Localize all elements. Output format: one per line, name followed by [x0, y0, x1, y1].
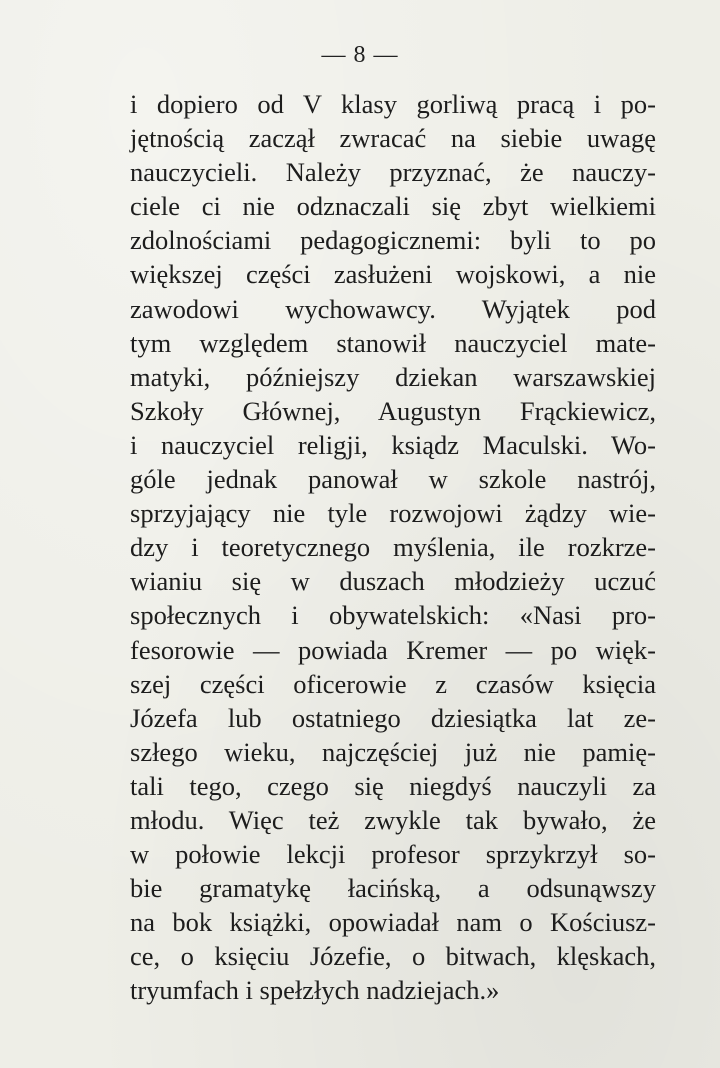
- text-line: społecznych i obywatelskich: «Nasi pro-: [130, 600, 656, 631]
- text-line: fesorowie — powiada Kremer — po więk-: [130, 634, 656, 665]
- text-line: szłego wieku, najczęściej już nie pamię-: [130, 736, 656, 767]
- text-line: na bok książki, opowiadał nam o Kościusz-: [130, 907, 656, 938]
- text-line: tali tego, czego się niegdyś nauczyli za: [130, 770, 656, 801]
- text-line: góle jednak panował w szkole nastrój,: [130, 464, 656, 495]
- text-line: Józefa lub ostatniego dziesiątka lat ze-: [130, 702, 656, 733]
- text-line: ciele ci nie odznaczali się zbyt wielkiemi: [130, 191, 656, 222]
- text-line: wianiu się w duszach młodzieży uczuć: [130, 566, 656, 597]
- text-line: ce, o księciu Józefie, o bitwach, klęskach,: [130, 941, 656, 972]
- text-line-last: tryumfach i spełzłych nadziejach.»: [130, 975, 500, 1006]
- page-number: — 8 —: [321, 42, 399, 68]
- text-line: młodu. Więc też zwykle tak bywało, że: [130, 804, 656, 835]
- text-line: Szkoły Głównej, Augustyn Frąckiewicz,: [130, 395, 656, 426]
- text-line: dzy i teoretycznego myślenia, ile rozkrze-: [130, 532, 656, 563]
- text-line: i nauczyciel religji, ksiądz Maculski. Wo-: [130, 429, 656, 460]
- text-line: i dopiero od V klasy gorliwą pracą i po-: [130, 89, 656, 119]
- text-line: zawodowi wychowawcy. Wyjątek pod: [130, 293, 656, 324]
- text-line: zdolnościami pedagogicznemi: byli to po: [130, 225, 656, 256]
- text-line: szej części oficerowie z czasów księcia: [130, 668, 656, 699]
- text-line: matyki, późniejszy dziekan warszawskiej: [130, 361, 656, 392]
- text-line: sprzyjający nie tyle rozwojowi żądzy wie-: [130, 498, 656, 529]
- text-line: w połowie lekcji profesor sprzykrzył so-: [130, 839, 656, 870]
- text-line: bie gramatykę łacińską, a odsunąwszy: [130, 873, 656, 904]
- body-paragraph: [130, 87, 656, 1008]
- text-line: tym względem stanowił nauczyciel mate-: [130, 327, 656, 358]
- text-line: nauczycieli. Należy przyznać, że nauczy-: [130, 157, 656, 188]
- text-line: jętnością zaczął zwracać na siebie uwagę: [130, 123, 656, 154]
- text-line: większej części zasłużeni wojskowi, a nie: [130, 259, 656, 290]
